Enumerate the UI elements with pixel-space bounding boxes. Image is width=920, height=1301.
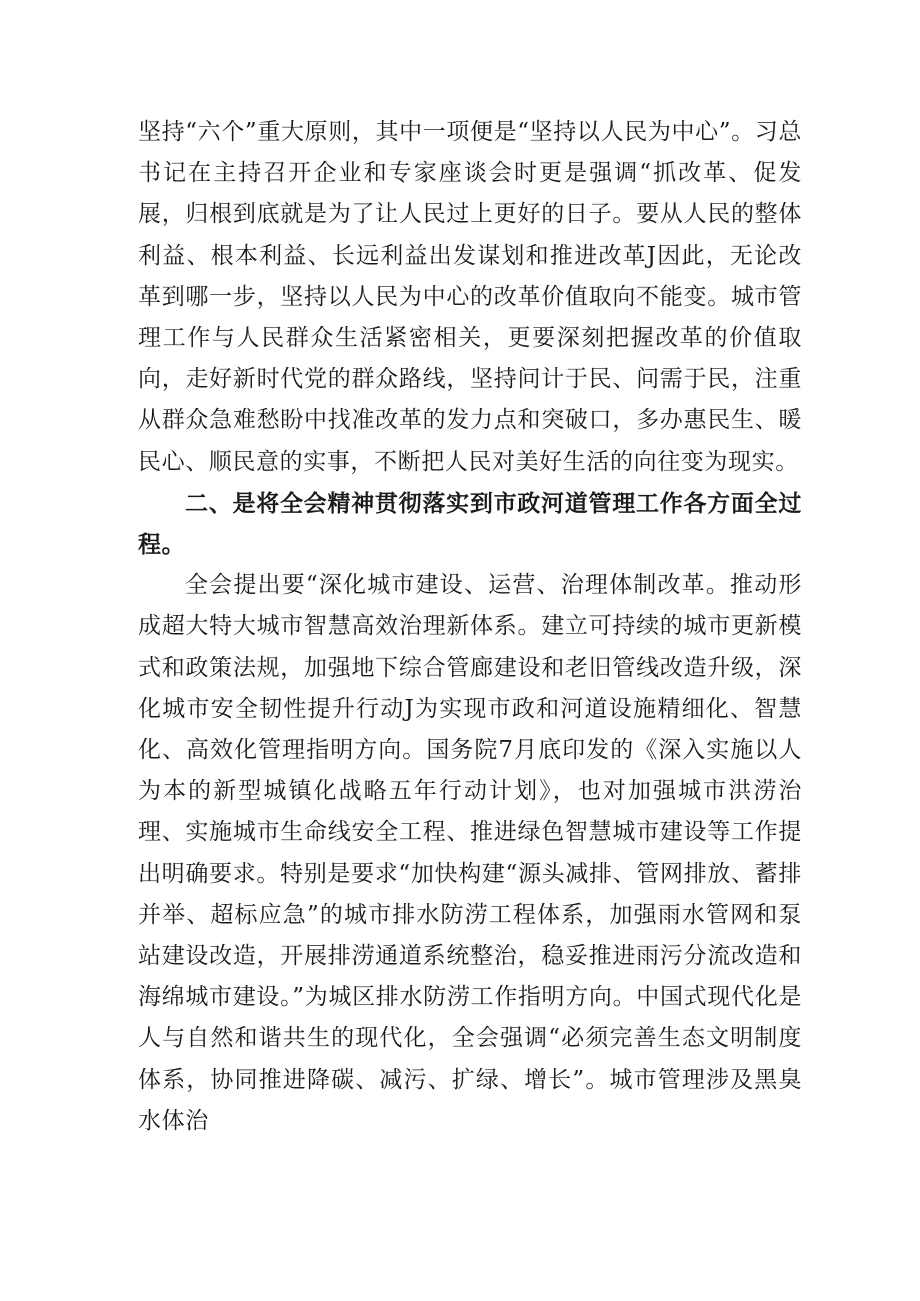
section-heading: 二、是将全会精神贯彻落实到市政河道管理工作各方面全过程。: [138, 489, 802, 559]
body-paragraph: 坚持“六个”重大原则，其中一项便是“坚持以人民为中心”。习总书记在主持召开企业和专家座谈会时更是强调“抓改革、促发展，归根到底就是为了让人民过上更好的日子。要从人民的整体利益、根本利益、长远利益出发谋划和推进改革J因此，无论改革到哪一步，坚持以人民为中心的改革价值取向不能变。城市管理工作与人民群众生活紧密相关，更要深刻把握改革的价值取向，走好新时代党的群众路线，坚持问计于民、问需于民，注重从群众急难愁盼中找准改革的发力点和突破口，多办惠民生、暖民心、顺民意的实事，不断把人民对美好生活的向往变为现实。: [138, 119, 802, 475]
body-paragraph: 全会提出要“深化城市建设、运营、治理体制改革。推动形成超大特大城市智慧高效治理新体系。建立可持续的城市更新模式和政策法规，加强地下综合管廊建设和老旧管线改造升级，深化城市安全韧性提升行动J为实现市政和河道设施精细化、智慧化、高效化管理指明方向。国务院7月底印发的《深入实施以人为本的新型城镇化战略五年行动计划》，也对加强城市洪涝治理、实施城市生命线安全工程、推进绿色智慧城市建设等工作提出明确要求。特别是要求“加快构建“源头减排、管网排放、蓄排并举、超标应急”的城市排水防涝工程体系，加强雨水管网和泵站建设改造，开展排涝通道系统整治，稳妥推进雨污分流改造和海绵城市建设。”为城区排水防涝工作指明方向。中国式现代化是人与自然和谐共生的现代化，全会强调“必须完善生态文明制度体系，协同推进降碳、减污、扩绿、增长”。城市管理涉及黑臭水体治: [138, 572, 802, 1134]
